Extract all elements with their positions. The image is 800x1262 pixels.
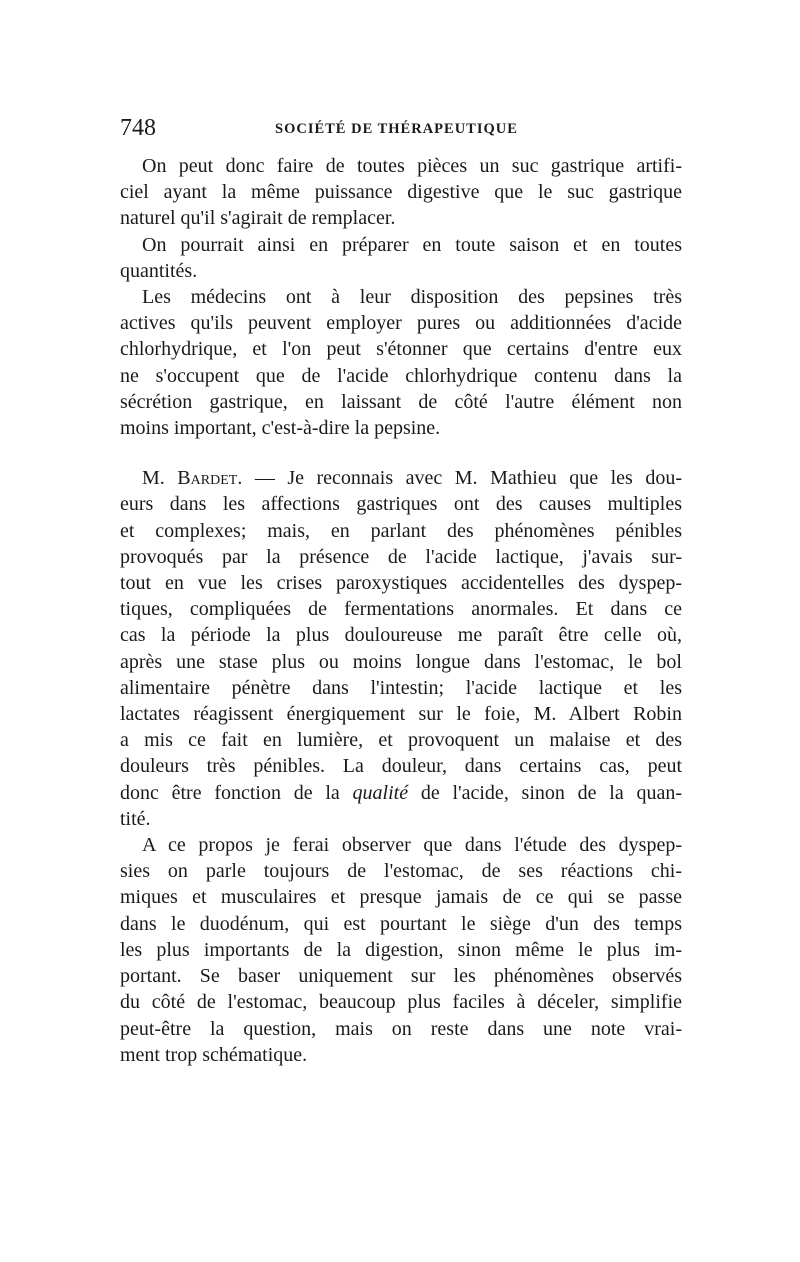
text-line: tout en vue les crises paroxystiques accidentelles des dyspep-: [120, 572, 682, 595]
running-head: [120, 113, 682, 143]
line-end: de l'acide, sinon de la quan-: [408, 781, 682, 804]
running-title: SOCIÉTÉ DE THÉRAPEUTIQUE: [275, 121, 518, 137]
text-line: actives qu'ils peuvent employer pures ou additionnées d'acide: [120, 312, 682, 335]
text-line: cas la période la plus douloureuse me paraît être celle où,: [120, 624, 682, 647]
text-line: du côté de l'estomac, beaucoup plus faciles à déceler, simplifie: [120, 991, 682, 1014]
text-line: tiques, compliquées de fermentations anormales. Et dans ce: [120, 598, 682, 621]
speaker-line-text: . — Je reconnais avec M. Mathieu que les dou-: [237, 467, 682, 490]
text-line: sécrétion gastrique, en laissant de côté l'autre élément non: [120, 390, 682, 413]
paragraph-4: [120, 465, 682, 832]
text-line: On pourrait ainsi en préparer en toute saison et en toutes: [142, 233, 682, 256]
speaker-name: Bardet: [177, 467, 238, 490]
paragraph-5: [120, 832, 682, 1068]
text-line: et complexes; mais, en parlant des phénomènes pénibles: [120, 519, 682, 542]
text-line: naturel qu'il s'agirait de remplacer.: [120, 207, 396, 230]
text-line: sies on parle toujours de l'estomac, de ses réactions chi-: [120, 860, 682, 883]
text-line: Les médecins ont à leur disposition des pepsines très: [142, 286, 682, 309]
text-line: moins important, c'est-à-dire la pepsine.: [120, 417, 441, 440]
text-line: douleurs très pénibles. La douleur, dans certains cas, peut: [120, 755, 682, 778]
section-gap: [120, 441, 682, 465]
text-line: miques et musculaires et presque jamais de ce qui se passe: [120, 886, 682, 909]
text-line: ne s'occupent que de l'acide chlorhydrique contenu dans la: [120, 364, 682, 387]
text-line: peut-être la question, mais on reste dans une note vrai-: [120, 1017, 682, 1040]
text-line: [120, 465, 682, 491]
text-line: portant. Se baser uniquement sur les phénomènes observés: [120, 965, 682, 988]
page-number: 748: [120, 115, 156, 141]
text-line: ciel ayant la même puissance digestive que le suc gastrique: [120, 181, 682, 204]
text-line: les plus importants de la digestion, sinon même le plus im-: [120, 938, 682, 961]
page-body: [120, 153, 682, 1068]
italic-word: qualité: [352, 781, 409, 804]
text-line: dans le duodénum, qui est pourtant le siège d'un des temps: [120, 912, 682, 935]
text-line: provoqués par la présence de l'acide lactique, j'avais sur-: [120, 545, 682, 568]
text-line: a mis ce fait en lumière, et provoquent un malaise et des: [120, 729, 682, 752]
text-line: [120, 780, 682, 806]
text-line: lactates réagissent énergiquement sur le foie, M. Albert Robin: [120, 703, 682, 726]
paragraph-1: [120, 153, 682, 232]
paragraph-2: [120, 232, 682, 284]
text-line: tité.: [120, 807, 151, 830]
paragraph-3: [120, 284, 682, 441]
speaker-prefix: M.: [142, 467, 178, 490]
text-line: quantités.: [120, 259, 198, 282]
text-line: eurs dans les affections gastriques ont des causes multiples: [120, 493, 682, 516]
text-line: On peut donc faire de toutes pièces un suc gastrique artifi-: [142, 155, 682, 177]
text-line: après une stase plus ou moins longue dans l'estomac, le bol: [120, 650, 682, 673]
line-start: donc être fonction de la: [120, 781, 353, 804]
text-line: chlorhydrique, et l'on peut s'étonner que certains d'entre eux: [120, 338, 682, 361]
text-line: ment trop schématique.: [120, 1043, 308, 1066]
text-line: A ce propos je ferai observer que dans l'étude des dyspep-: [142, 834, 682, 857]
text-line: alimentaire pénètre dans l'intestin; l'acide lactique et les: [120, 676, 682, 699]
